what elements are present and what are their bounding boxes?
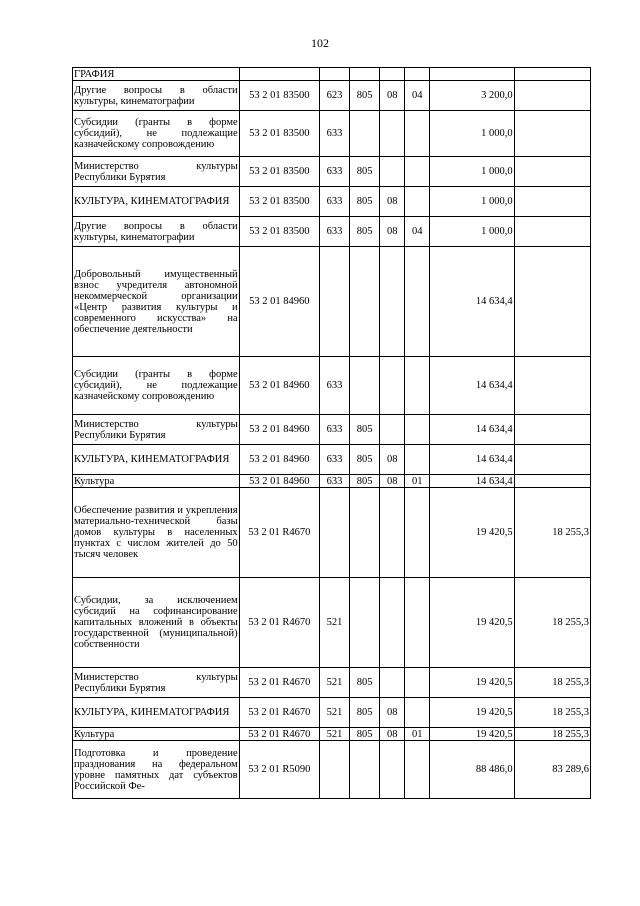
subsection-code-cell bbox=[405, 415, 430, 445]
expense-type-cell bbox=[319, 488, 349, 578]
federal-amount-cell: 18 255,3 bbox=[514, 728, 590, 741]
expense-type-cell bbox=[319, 247, 349, 357]
target-code-cell: 53 2 01 R4670 bbox=[239, 698, 319, 728]
target-code-cell: 53 2 01 83500 bbox=[239, 111, 319, 157]
amount-cell: 1 000,0 bbox=[430, 157, 514, 187]
table-row bbox=[73, 217, 591, 247]
amount-cell: 3 200,0 bbox=[430, 81, 514, 111]
table-row bbox=[73, 488, 591, 578]
table-row bbox=[73, 578, 591, 668]
expense-type-cell: 521 bbox=[319, 578, 349, 668]
federal-amount-cell bbox=[514, 187, 590, 217]
federal-amount-cell: 18 255,3 bbox=[514, 698, 590, 728]
amount-cell: 19 420,5 bbox=[430, 698, 514, 728]
target-code-cell: 53 2 01 R5090 bbox=[239, 741, 319, 799]
federal-amount-cell bbox=[514, 445, 590, 475]
federal-amount-cell: 83 289,6 bbox=[514, 741, 590, 799]
table-row bbox=[73, 415, 591, 445]
subsection-code-cell bbox=[405, 157, 430, 187]
ministry-code-cell bbox=[350, 357, 380, 415]
section-code-cell bbox=[380, 741, 405, 799]
federal-amount-cell bbox=[514, 68, 590, 81]
federal-amount-cell: 18 255,3 bbox=[514, 578, 590, 668]
federal-amount-cell bbox=[514, 415, 590, 445]
ministry-code-cell: 805 bbox=[350, 668, 380, 698]
subsection-code-cell bbox=[405, 187, 430, 217]
ministry-code-cell: 805 bbox=[350, 728, 380, 741]
expense-type-cell: 633 bbox=[319, 217, 349, 247]
section-code-cell bbox=[380, 415, 405, 445]
ministry-code-cell: 805 bbox=[350, 81, 380, 111]
ministry-code-cell bbox=[350, 111, 380, 157]
amount-cell: 1 000,0 bbox=[430, 111, 514, 157]
federal-amount-cell bbox=[514, 475, 590, 488]
ministry-code-cell: 805 bbox=[350, 157, 380, 187]
ministry-code-cell bbox=[350, 741, 380, 799]
row-name-cell: Культура bbox=[73, 475, 240, 488]
expense-type-cell: 521 bbox=[319, 728, 349, 741]
table-row bbox=[73, 668, 591, 698]
amount-cell: 1 000,0 bbox=[430, 187, 514, 217]
expense-type-cell: 633 bbox=[319, 157, 349, 187]
expense-type-cell bbox=[319, 741, 349, 799]
target-code-cell bbox=[239, 68, 319, 81]
table-row bbox=[73, 111, 591, 157]
amount-cell bbox=[430, 68, 514, 81]
section-code-cell bbox=[380, 578, 405, 668]
ministry-code-cell: 805 bbox=[350, 217, 380, 247]
federal-amount-cell bbox=[514, 247, 590, 357]
table-body bbox=[73, 68, 591, 799]
target-code-cell: 53 2 01 84960 bbox=[239, 247, 319, 357]
subsection-code-cell bbox=[405, 68, 430, 81]
target-code-cell: 53 2 01 R4670 bbox=[239, 488, 319, 578]
target-code-cell: 53 2 01 83500 bbox=[239, 217, 319, 247]
federal-amount-cell bbox=[514, 217, 590, 247]
section-code-cell bbox=[380, 488, 405, 578]
section-code-cell: 08 bbox=[380, 728, 405, 741]
table-row bbox=[73, 68, 591, 81]
amount-cell: 14 634,4 bbox=[430, 475, 514, 488]
section-code-cell bbox=[380, 111, 405, 157]
target-code-cell: 53 2 01 R4670 bbox=[239, 578, 319, 668]
page-number: 102 bbox=[311, 36, 329, 50]
federal-amount-cell bbox=[514, 111, 590, 157]
expense-type-cell: 633 bbox=[319, 445, 349, 475]
subsection-code-cell: 04 bbox=[405, 217, 430, 247]
amount-cell: 19 420,5 bbox=[430, 668, 514, 698]
row-name-cell: КУЛЬТУРА, КИНЕМАТОГРАФИЯ bbox=[73, 187, 240, 217]
section-code-cell bbox=[380, 247, 405, 357]
subsection-code-cell bbox=[405, 111, 430, 157]
expense-type-cell bbox=[319, 68, 349, 81]
section-code-cell: 08 bbox=[380, 698, 405, 728]
federal-amount-cell bbox=[514, 357, 590, 415]
subsection-code-cell bbox=[405, 698, 430, 728]
subsection-code-cell bbox=[405, 741, 430, 799]
federal-amount-cell bbox=[514, 157, 590, 187]
amount-cell: 14 634,4 bbox=[430, 247, 514, 357]
federal-amount-cell bbox=[514, 81, 590, 111]
subsection-code-cell bbox=[405, 578, 430, 668]
table-row bbox=[73, 445, 591, 475]
row-name-cell: Субсидии, за исключением субсидий на софинансирование капитальных вложений в объекты государственной (муниципальной) собственности bbox=[73, 578, 240, 668]
row-name-cell: Субсидии (гранты в форме субсидий), не подлежащие казначейскому сопровождению bbox=[73, 357, 240, 415]
ministry-code-cell: 805 bbox=[350, 698, 380, 728]
row-name-cell: Добровольный имущественный взнос учредителя автономной некоммерческой организации «Центр развития культуры и современного искусства» на обеспечение деятельности bbox=[73, 247, 240, 357]
row-name-cell: КУЛЬТУРА, КИНЕМАТОГРАФИЯ bbox=[73, 445, 240, 475]
amount-cell: 1 000,0 bbox=[430, 217, 514, 247]
ministry-code-cell bbox=[350, 578, 380, 668]
ministry-code-cell: 805 bbox=[350, 415, 380, 445]
expense-type-cell: 633 bbox=[319, 187, 349, 217]
federal-amount-cell: 18 255,3 bbox=[514, 488, 590, 578]
table-row bbox=[73, 81, 591, 111]
target-code-cell: 53 2 01 R4670 bbox=[239, 668, 319, 698]
amount-cell: 19 420,5 bbox=[430, 488, 514, 578]
target-code-cell: 53 2 01 83500 bbox=[239, 157, 319, 187]
subsection-code-cell bbox=[405, 668, 430, 698]
ministry-code-cell: 805 bbox=[350, 187, 380, 217]
subsection-code-cell: 01 bbox=[405, 475, 430, 488]
row-name-cell: КУЛЬТУРА, КИНЕМАТОГРАФИЯ bbox=[73, 698, 240, 728]
row-name-cell: ГРАФИЯ bbox=[73, 68, 240, 81]
table-row bbox=[73, 728, 591, 741]
row-name-cell: Субсидии (гранты в форме субсидий), не подлежащие казначейскому сопровождению bbox=[73, 111, 240, 157]
amount-cell: 14 634,4 bbox=[430, 415, 514, 445]
amount-cell: 19 420,5 bbox=[430, 578, 514, 668]
target-code-cell: 53 2 01 84960 bbox=[239, 357, 319, 415]
target-code-cell: 53 2 01 84960 bbox=[239, 445, 319, 475]
subsection-code-cell bbox=[405, 445, 430, 475]
table-row bbox=[73, 475, 591, 488]
row-name-cell: Министерство культуры Республики Бурятия bbox=[73, 668, 240, 698]
row-name-cell: Культура bbox=[73, 728, 240, 741]
section-code-cell: 08 bbox=[380, 81, 405, 111]
amount-cell: 14 634,4 bbox=[430, 445, 514, 475]
amount-cell: 19 420,5 bbox=[430, 728, 514, 741]
table-row bbox=[73, 698, 591, 728]
table-row bbox=[73, 157, 591, 187]
section-code-cell bbox=[380, 668, 405, 698]
table-row bbox=[73, 187, 591, 217]
subsection-code-cell bbox=[405, 247, 430, 357]
row-name-cell: Обеспечение развития и укрепления материально-технической базы домов культуры в населенных пунктах с числом жителей до 50 тысяч человек bbox=[73, 488, 240, 578]
row-name-cell: Министерство культуры Республики Бурятия bbox=[73, 157, 240, 187]
section-code-cell bbox=[380, 357, 405, 415]
ministry-code-cell: 805 bbox=[350, 445, 380, 475]
expense-type-cell: 623 bbox=[319, 81, 349, 111]
ministry-code-cell bbox=[350, 247, 380, 357]
amount-cell: 88 486,0 bbox=[430, 741, 514, 799]
amount-cell: 14 634,4 bbox=[430, 357, 514, 415]
target-code-cell: 53 2 01 83500 bbox=[239, 81, 319, 111]
target-code-cell: 53 2 01 83500 bbox=[239, 187, 319, 217]
target-code-cell: 53 2 01 84960 bbox=[239, 415, 319, 445]
section-code-cell bbox=[380, 68, 405, 81]
federal-amount-cell: 18 255,3 bbox=[514, 668, 590, 698]
expense-type-cell: 521 bbox=[319, 698, 349, 728]
expense-type-cell: 633 bbox=[319, 111, 349, 157]
subsection-code-cell: 01 bbox=[405, 728, 430, 741]
section-code-cell: 08 bbox=[380, 217, 405, 247]
row-name-cell: Министерство культуры Республики Бурятия bbox=[73, 415, 240, 445]
subsection-code-cell: 04 bbox=[405, 81, 430, 111]
section-code-cell: 08 bbox=[380, 475, 405, 488]
subsection-code-cell bbox=[405, 357, 430, 415]
table-row bbox=[73, 357, 591, 415]
ministry-code-cell bbox=[350, 68, 380, 81]
expense-type-cell: 633 bbox=[319, 475, 349, 488]
table-row bbox=[73, 741, 591, 799]
ministry-code-cell: 805 bbox=[350, 475, 380, 488]
section-code-cell: 08 bbox=[380, 187, 405, 217]
subsection-code-cell bbox=[405, 488, 430, 578]
expense-type-cell: 633 bbox=[319, 415, 349, 445]
section-code-cell: 08 bbox=[380, 445, 405, 475]
target-code-cell: 53 2 01 R4670 bbox=[239, 728, 319, 741]
section-code-cell bbox=[380, 157, 405, 187]
ministry-code-cell bbox=[350, 488, 380, 578]
table-row bbox=[73, 247, 591, 357]
target-code-cell: 53 2 01 84960 bbox=[239, 475, 319, 488]
expense-type-cell: 633 bbox=[319, 357, 349, 415]
expense-type-cell: 521 bbox=[319, 668, 349, 698]
row-name-cell: Другие вопросы в области культуры, кинематографии bbox=[73, 81, 240, 111]
budget-table bbox=[72, 67, 591, 799]
row-name-cell: Другие вопросы в области культуры, кинематографии bbox=[73, 217, 240, 247]
row-name-cell: Подготовка и проведение празднования на федеральном уровне памятных дат субъектов Российской Фе- bbox=[73, 741, 240, 799]
